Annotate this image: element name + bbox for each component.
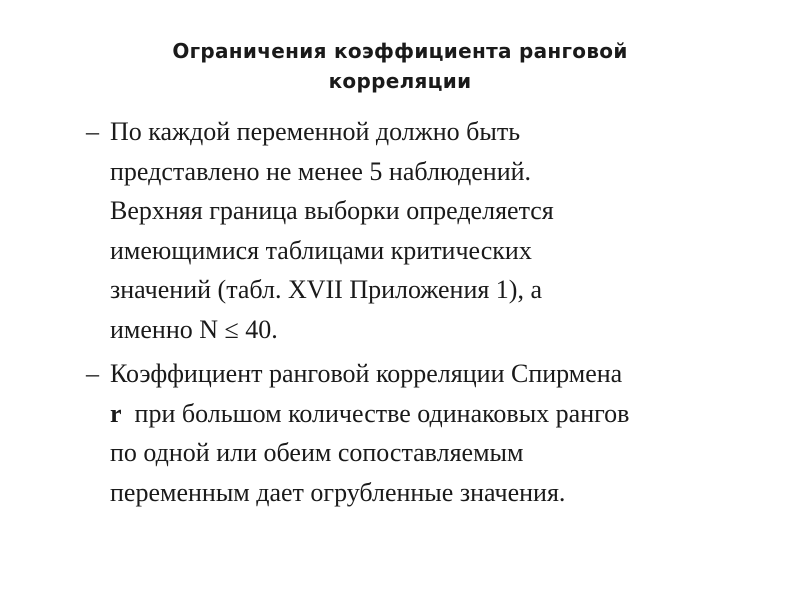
- bullet-line: Коэффициент ранговой корреляции Спирмена: [110, 359, 623, 388]
- slide-title-line-2: корреляции: [328, 69, 472, 93]
- bullet-line: По каждой переменной должно быть: [110, 117, 521, 146]
- bullet-line-text: при большом количестве одинаковых рангов: [121, 398, 630, 428]
- bullet-line: имеющимися таблицами критических: [110, 235, 532, 265]
- bullet-line: представлено не менее 5 наблюдений.: [110, 156, 532, 186]
- bullet-line: значений (табл. XVII Приложения 1), а: [110, 275, 543, 304]
- bullet-line: по одной или обеим сопоставляемым: [110, 438, 524, 467]
- bullet-dash-icon: –: [86, 117, 99, 146]
- bullet-item-sample-size: [80, 112, 770, 349]
- bullet-line: [110, 394, 770, 434]
- bullet-item-tied-ranks: [80, 354, 770, 512]
- bullet-list: [80, 112, 770, 512]
- bullet-dash-icon: –: [86, 359, 99, 388]
- spearman-r-symbol: r: [110, 398, 122, 428]
- slide-title: [60, 36, 740, 96]
- slide-title-line-1: Ограничения коэффициента ранговой: [172, 39, 628, 63]
- bullet-line: Верхняя граница выборки определяется: [110, 196, 554, 225]
- bullet-line: переменным дает огрубленные значения.: [110, 477, 566, 507]
- bullet-line: именно N ≤ 40.: [110, 314, 278, 344]
